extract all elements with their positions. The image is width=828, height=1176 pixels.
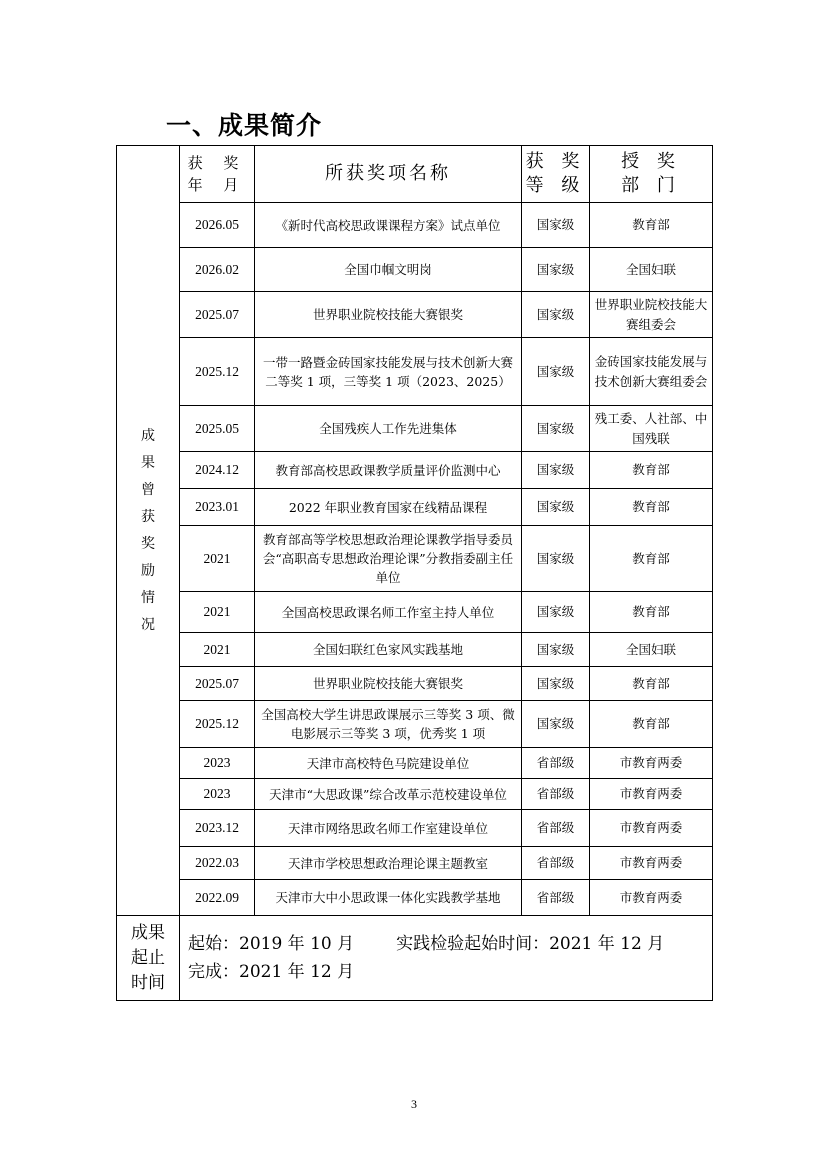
award-level: 国家级 (522, 248, 590, 292)
section-title: 一、成果简介 (166, 111, 323, 140)
side-label-char: 曾 (141, 481, 155, 498)
award-level: 国家级 (522, 292, 590, 338)
time-end: 完成：2021 年 12 月 (188, 962, 355, 982)
award-name: 世界职业院校技能大赛银奖 (255, 292, 522, 338)
awards-table (116, 145, 713, 1001)
award-name: 全国残疾人工作先进集体 (255, 406, 522, 452)
award-name: 天津市网络思政名师工作室建设单位 (255, 810, 522, 847)
side-label-char: 成 (141, 427, 155, 444)
award-name: 一带一路暨金砖国家技能发展与技术创新大赛二等奖 1 项，三等奖 1 项（2023、2025） (255, 338, 522, 406)
award-dept: 市教育两委 (590, 847, 713, 880)
table-row (117, 452, 713, 489)
award-level: 省部级 (522, 810, 590, 847)
award-name: 全国巾帼文明岗 (255, 248, 522, 292)
award-level: 省部级 (522, 880, 590, 916)
table-row (117, 667, 713, 701)
award-date: 2025.12 (180, 701, 255, 748)
table-row (117, 847, 713, 880)
award-name: 全国高校大学生讲思政课展示三等奖 3 项、微电影展示三等奖 3 项，优秀奖 1 项 (255, 701, 522, 748)
award-dept: 市教育两委 (590, 748, 713, 779)
header-award-date (180, 146, 255, 203)
table-header-row (117, 146, 713, 203)
table-row (117, 292, 713, 338)
award-date: 2025.07 (180, 292, 255, 338)
header-dept-line2: 部 门 (621, 175, 681, 196)
time-start-row (188, 930, 709, 958)
header-level-line1: 获 奖 (525, 151, 586, 172)
side-label-char: 获 (141, 508, 155, 525)
award-dept: 教育部 (590, 701, 713, 748)
award-level: 省部级 (522, 847, 590, 880)
award-dept: 全国妇联 (590, 248, 713, 292)
award-name: 教育部高校思政课教学质量评价监测中心 (255, 452, 522, 489)
award-date: 2021 (180, 592, 255, 633)
award-date: 2025.12 (180, 338, 255, 406)
header-level-line2: 等 级 (525, 175, 586, 196)
header-award-dept (590, 146, 713, 203)
award-level: 国家级 (522, 633, 590, 667)
side-label-char: 况 (141, 616, 155, 633)
header-date-line2: 年 月 (187, 176, 247, 194)
award-date: 2021 (180, 526, 255, 592)
award-name: 全国妇联红色家风实践基地 (255, 633, 522, 667)
table-row (117, 880, 713, 916)
table-row (117, 406, 713, 452)
award-dept: 金砖国家技能发展与技术创新大赛组委会 (590, 338, 713, 406)
time-content (180, 916, 713, 1001)
award-level: 国家级 (522, 452, 590, 489)
award-name: 天津市学校思想政治理论课主题教室 (255, 847, 522, 880)
award-level: 省部级 (522, 748, 590, 779)
time-row (117, 916, 713, 1001)
award-level: 国家级 (522, 203, 590, 248)
award-dept: 世界职业院校技能大赛组委会 (590, 292, 713, 338)
table-row (117, 779, 713, 810)
award-level: 国家级 (522, 489, 590, 526)
award-name: 天津市高校特色马院建设单位 (255, 748, 522, 779)
table-row (117, 592, 713, 633)
award-dept: 市教育两委 (590, 880, 713, 916)
award-date: 2023.01 (180, 489, 255, 526)
award-date: 2022.09 (180, 880, 255, 916)
table-row (117, 701, 713, 748)
award-dept: 市教育两委 (590, 810, 713, 847)
award-name: 2022 年职业教育国家在线精品课程 (255, 489, 522, 526)
page-number: 3 (411, 1097, 417, 1111)
award-date: 2024.12 (180, 452, 255, 489)
time-label (117, 916, 180, 1001)
side-label-char: 励 (141, 562, 155, 579)
table-row (117, 810, 713, 847)
award-name: 天津市大中小思政课一体化实践教学基地 (255, 880, 522, 916)
award-level: 国家级 (522, 406, 590, 452)
award-name: 世界职业院校技能大赛银奖 (255, 667, 522, 701)
awards-side-label (117, 146, 180, 916)
award-date: 2023 (180, 779, 255, 810)
award-dept: 教育部 (590, 667, 713, 701)
award-level: 国家级 (522, 592, 590, 633)
award-dept: 教育部 (590, 203, 713, 248)
award-date: 2025.07 (180, 667, 255, 701)
award-name: 天津市“大思政课”综合改革示范校建设单位 (255, 779, 522, 810)
award-date: 2023 (180, 748, 255, 779)
award-level: 国家级 (522, 667, 590, 701)
time-label-line3: 时间 (131, 972, 165, 993)
award-date: 2022.03 (180, 847, 255, 880)
header-award-name: 所获奖项名称 (255, 146, 522, 203)
award-dept: 教育部 (590, 489, 713, 526)
table-row (117, 633, 713, 667)
award-name: 《新时代高校思政课课程方案》试点单位 (255, 203, 522, 248)
side-label-char: 奖 (141, 535, 155, 552)
table-row (117, 489, 713, 526)
time-practice: 实践检验起始时间：2021 年 12 月 (396, 934, 665, 954)
table-row (117, 203, 713, 248)
table-row (117, 526, 713, 592)
award-date: 2026.05 (180, 203, 255, 248)
table-row (117, 338, 713, 406)
award-date: 2023.12 (180, 810, 255, 847)
side-label-char: 果 (141, 454, 155, 471)
table-row (117, 748, 713, 779)
time-label-line2: 起止 (131, 947, 165, 968)
header-dept-line1: 授 奖 (621, 151, 681, 172)
award-level: 省部级 (522, 779, 590, 810)
time-start: 起始：2019 年 10 月 (188, 934, 355, 954)
award-dept: 教育部 (590, 592, 713, 633)
award-date: 2025.05 (180, 406, 255, 452)
award-level: 国家级 (522, 338, 590, 406)
header-date-line1: 获 奖 (187, 154, 247, 172)
award-dept: 教育部 (590, 526, 713, 592)
award-date: 2021 (180, 633, 255, 667)
award-name: 全国高校思政课名师工作室主持人单位 (255, 592, 522, 633)
time-label-line1: 成果 (131, 922, 165, 943)
award-dept: 教育部 (590, 452, 713, 489)
header-award-level (522, 146, 590, 203)
award-dept: 残工委、人社部、中国残联 (590, 406, 713, 452)
award-dept: 全国妇联 (590, 633, 713, 667)
side-label-char: 情 (141, 589, 155, 606)
award-level: 国家级 (522, 526, 590, 592)
award-dept: 市教育两委 (590, 779, 713, 810)
award-date: 2026.02 (180, 248, 255, 292)
award-level: 国家级 (522, 701, 590, 748)
award-name: 教育部高等学校思想政治理论课教学指导委员会“高职高专思想政治理论课”分教指委副主任单位 (255, 526, 522, 592)
table-row (117, 248, 713, 292)
